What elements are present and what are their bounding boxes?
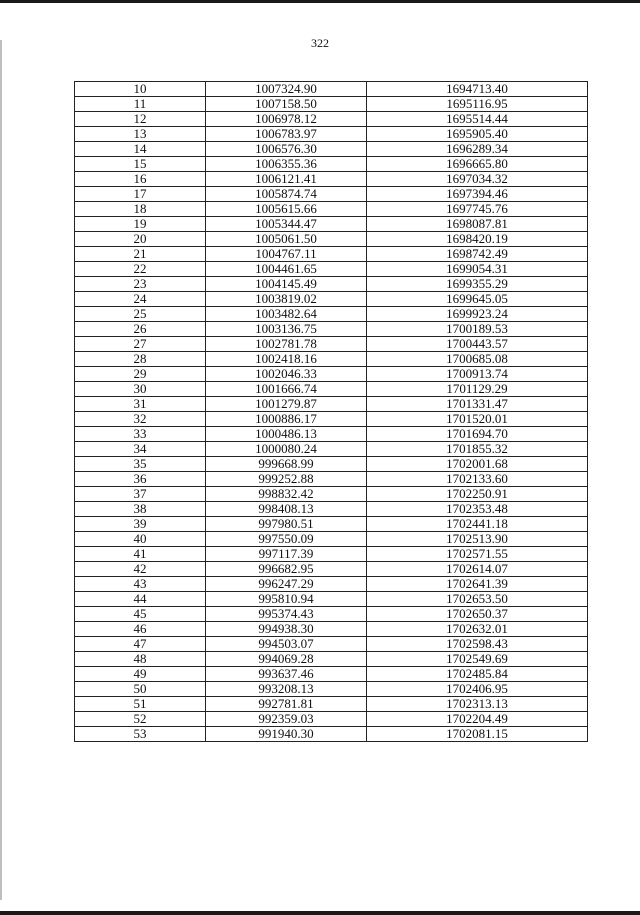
- x-coordinate-cell: 997550.09: [206, 532, 367, 547]
- point-number-cell: 43: [75, 577, 206, 592]
- table-row: [75, 187, 588, 202]
- y-coordinate-cell: 1695905.40: [367, 127, 588, 142]
- point-number-cell: 21: [75, 247, 206, 262]
- table-row: [75, 607, 588, 622]
- x-coordinate-cell: 999252.88: [206, 472, 367, 487]
- y-coordinate-cell: 1701129.29: [367, 382, 588, 397]
- x-coordinate-cell: 1003819.02: [206, 292, 367, 307]
- table-row: [75, 367, 588, 382]
- table-row: [75, 532, 588, 547]
- table-row: [75, 172, 588, 187]
- scan-border-left: [0, 40, 2, 900]
- coordinate-table-body: [75, 82, 588, 742]
- table-row: [75, 457, 588, 472]
- point-number-cell: 13: [75, 127, 206, 142]
- table-row: [75, 337, 588, 352]
- x-coordinate-cell: 992359.03: [206, 712, 367, 727]
- table-row: [75, 682, 588, 697]
- y-coordinate-cell: 1701331.47: [367, 397, 588, 412]
- table-row: [75, 397, 588, 412]
- y-coordinate-cell: 1697034.32: [367, 172, 588, 187]
- point-number-cell: 23: [75, 277, 206, 292]
- point-number-cell: 47: [75, 637, 206, 652]
- x-coordinate-cell: 1001666.74: [206, 382, 367, 397]
- point-number-cell: 48: [75, 652, 206, 667]
- y-coordinate-cell: 1700913.74: [367, 367, 588, 382]
- table-row: [75, 202, 588, 217]
- y-coordinate-cell: 1694713.40: [367, 82, 588, 97]
- x-coordinate-cell: 995810.94: [206, 592, 367, 607]
- table-row: [75, 442, 588, 457]
- table-row: [75, 637, 588, 652]
- x-coordinate-cell: 1006121.41: [206, 172, 367, 187]
- point-number-cell: 44: [75, 592, 206, 607]
- y-coordinate-cell: 1695116.95: [367, 97, 588, 112]
- table-row: [75, 352, 588, 367]
- x-coordinate-cell: 1005061.50: [206, 232, 367, 247]
- y-coordinate-cell: 1700685.08: [367, 352, 588, 367]
- y-coordinate-cell: 1702485.84: [367, 667, 588, 682]
- y-coordinate-cell: 1698420.19: [367, 232, 588, 247]
- x-coordinate-cell: 991940.30: [206, 727, 367, 742]
- x-coordinate-cell: 1007324.90: [206, 82, 367, 97]
- table-row: [75, 382, 588, 397]
- point-number-cell: 37: [75, 487, 206, 502]
- x-coordinate-cell: 993208.13: [206, 682, 367, 697]
- table-row: [75, 232, 588, 247]
- y-coordinate-cell: 1702632.01: [367, 622, 588, 637]
- y-coordinate-cell: 1702614.07: [367, 562, 588, 577]
- point-number-cell: 16: [75, 172, 206, 187]
- x-coordinate-cell: 1003482.64: [206, 307, 367, 322]
- point-number-cell: 42: [75, 562, 206, 577]
- table-row: [75, 127, 588, 142]
- y-coordinate-cell: 1702571.55: [367, 547, 588, 562]
- x-coordinate-cell: 996247.29: [206, 577, 367, 592]
- x-coordinate-cell: 1000080.24: [206, 442, 367, 457]
- y-coordinate-cell: 1702353.48: [367, 502, 588, 517]
- point-number-cell: 45: [75, 607, 206, 622]
- table-row: [75, 112, 588, 127]
- point-number-cell: 38: [75, 502, 206, 517]
- y-coordinate-cell: 1700189.53: [367, 322, 588, 337]
- table-row: [75, 322, 588, 337]
- y-coordinate-cell: 1699923.24: [367, 307, 588, 322]
- x-coordinate-cell: 1002418.16: [206, 352, 367, 367]
- table-row: [75, 502, 588, 517]
- x-coordinate-cell: 994503.07: [206, 637, 367, 652]
- scan-border-top: [0, 0, 640, 3]
- table-row: [75, 292, 588, 307]
- point-number-cell: 19: [75, 217, 206, 232]
- y-coordinate-cell: 1702441.18: [367, 517, 588, 532]
- y-coordinate-cell: 1702204.49: [367, 712, 588, 727]
- y-coordinate-cell: 1699645.05: [367, 292, 588, 307]
- point-number-cell: 18: [75, 202, 206, 217]
- point-number-cell: 25: [75, 307, 206, 322]
- y-coordinate-cell: 1698742.49: [367, 247, 588, 262]
- x-coordinate-cell: 1000886.17: [206, 412, 367, 427]
- x-coordinate-cell: 992781.81: [206, 697, 367, 712]
- y-coordinate-cell: 1701855.32: [367, 442, 588, 457]
- coordinate-table-container: [74, 81, 586, 742]
- table-row: [75, 712, 588, 727]
- table-row: [75, 157, 588, 172]
- x-coordinate-cell: 1006783.97: [206, 127, 367, 142]
- x-coordinate-cell: 1005344.47: [206, 217, 367, 232]
- x-coordinate-cell: 1003136.75: [206, 322, 367, 337]
- table-row: [75, 307, 588, 322]
- point-number-cell: 15: [75, 157, 206, 172]
- point-number-cell: 14: [75, 142, 206, 157]
- point-number-cell: 41: [75, 547, 206, 562]
- y-coordinate-cell: 1700443.57: [367, 337, 588, 352]
- point-number-cell: 53: [75, 727, 206, 742]
- point-number-cell: 40: [75, 532, 206, 547]
- table-row: [75, 622, 588, 637]
- point-number-cell: 22: [75, 262, 206, 277]
- x-coordinate-cell: 993637.46: [206, 667, 367, 682]
- point-number-cell: 32: [75, 412, 206, 427]
- table-row: [75, 82, 588, 97]
- point-number-cell: 10: [75, 82, 206, 97]
- point-number-cell: 46: [75, 622, 206, 637]
- y-coordinate-cell: 1702133.60: [367, 472, 588, 487]
- x-coordinate-cell: 999668.99: [206, 457, 367, 472]
- table-row: [75, 487, 588, 502]
- y-coordinate-cell: 1702250.91: [367, 487, 588, 502]
- table-row: [75, 217, 588, 232]
- table-row: [75, 562, 588, 577]
- point-number-cell: 29: [75, 367, 206, 382]
- x-coordinate-cell: 994938.30: [206, 622, 367, 637]
- y-coordinate-cell: 1697745.76: [367, 202, 588, 217]
- y-coordinate-cell: 1696665.80: [367, 157, 588, 172]
- x-coordinate-cell: 1002046.33: [206, 367, 367, 382]
- y-coordinate-cell: 1696289.34: [367, 142, 588, 157]
- table-row: [75, 472, 588, 487]
- point-number-cell: 35: [75, 457, 206, 472]
- table-row: [75, 247, 588, 262]
- table-row: [75, 592, 588, 607]
- y-coordinate-cell: 1702081.15: [367, 727, 588, 742]
- point-number-cell: 34: [75, 442, 206, 457]
- table-row: [75, 277, 588, 292]
- point-number-cell: 52: [75, 712, 206, 727]
- y-coordinate-cell: 1702641.39: [367, 577, 588, 592]
- point-number-cell: 28: [75, 352, 206, 367]
- point-number-cell: 26: [75, 322, 206, 337]
- table-row: [75, 517, 588, 532]
- y-coordinate-cell: 1702598.43: [367, 637, 588, 652]
- x-coordinate-cell: 1005615.66: [206, 202, 367, 217]
- x-coordinate-cell: 1004767.11: [206, 247, 367, 262]
- point-number-cell: 50: [75, 682, 206, 697]
- table-row: [75, 547, 588, 562]
- point-number-cell: 36: [75, 472, 206, 487]
- x-coordinate-cell: 1002781.78: [206, 337, 367, 352]
- x-coordinate-cell: 997980.51: [206, 517, 367, 532]
- x-coordinate-cell: 1006978.12: [206, 112, 367, 127]
- point-number-cell: 39: [75, 517, 206, 532]
- table-row: [75, 652, 588, 667]
- y-coordinate-cell: 1702001.68: [367, 457, 588, 472]
- point-number-cell: 30: [75, 382, 206, 397]
- table-row: [75, 667, 588, 682]
- point-number-cell: 31: [75, 397, 206, 412]
- x-coordinate-cell: 1004461.65: [206, 262, 367, 277]
- point-number-cell: 49: [75, 667, 206, 682]
- table-row: [75, 262, 588, 277]
- point-number-cell: 11: [75, 97, 206, 112]
- y-coordinate-cell: 1702650.37: [367, 607, 588, 622]
- coordinate-table: [74, 81, 588, 742]
- x-coordinate-cell: 1005874.74: [206, 187, 367, 202]
- y-coordinate-cell: 1701520.01: [367, 412, 588, 427]
- x-coordinate-cell: 1000486.13: [206, 427, 367, 442]
- table-row: [75, 577, 588, 592]
- x-coordinate-cell: 995374.43: [206, 607, 367, 622]
- y-coordinate-cell: 1702513.90: [367, 532, 588, 547]
- point-number-cell: 17: [75, 187, 206, 202]
- x-coordinate-cell: 996682.95: [206, 562, 367, 577]
- page-number: 322: [311, 36, 329, 50]
- point-number-cell: 20: [75, 232, 206, 247]
- y-coordinate-cell: 1702406.95: [367, 682, 588, 697]
- y-coordinate-cell: 1699054.31: [367, 262, 588, 277]
- x-coordinate-cell: 1006355.36: [206, 157, 367, 172]
- point-number-cell: 27: [75, 337, 206, 352]
- table-row: [75, 142, 588, 157]
- y-coordinate-cell: 1697394.46: [367, 187, 588, 202]
- x-coordinate-cell: 997117.39: [206, 547, 367, 562]
- table-row: [75, 97, 588, 112]
- x-coordinate-cell: 998408.13: [206, 502, 367, 517]
- y-coordinate-cell: 1702313.13: [367, 697, 588, 712]
- y-coordinate-cell: 1695514.44: [367, 112, 588, 127]
- table-row: [75, 697, 588, 712]
- x-coordinate-cell: 1007158.50: [206, 97, 367, 112]
- y-coordinate-cell: 1699355.29: [367, 277, 588, 292]
- x-coordinate-cell: 998832.42: [206, 487, 367, 502]
- y-coordinate-cell: 1701694.70: [367, 427, 588, 442]
- y-coordinate-cell: 1698087.81: [367, 217, 588, 232]
- x-coordinate-cell: 994069.28: [206, 652, 367, 667]
- point-number-cell: 51: [75, 697, 206, 712]
- x-coordinate-cell: 1004145.49: [206, 277, 367, 292]
- point-number-cell: 33: [75, 427, 206, 442]
- y-coordinate-cell: 1702549.69: [367, 652, 588, 667]
- table-row: [75, 412, 588, 427]
- point-number-cell: 12: [75, 112, 206, 127]
- table-row: [75, 427, 588, 442]
- x-coordinate-cell: 1001279.87: [206, 397, 367, 412]
- x-coordinate-cell: 1006576.30: [206, 142, 367, 157]
- table-row: [75, 727, 588, 742]
- point-number-cell: 24: [75, 292, 206, 307]
- y-coordinate-cell: 1702653.50: [367, 592, 588, 607]
- scan-border-bottom: [0, 911, 640, 915]
